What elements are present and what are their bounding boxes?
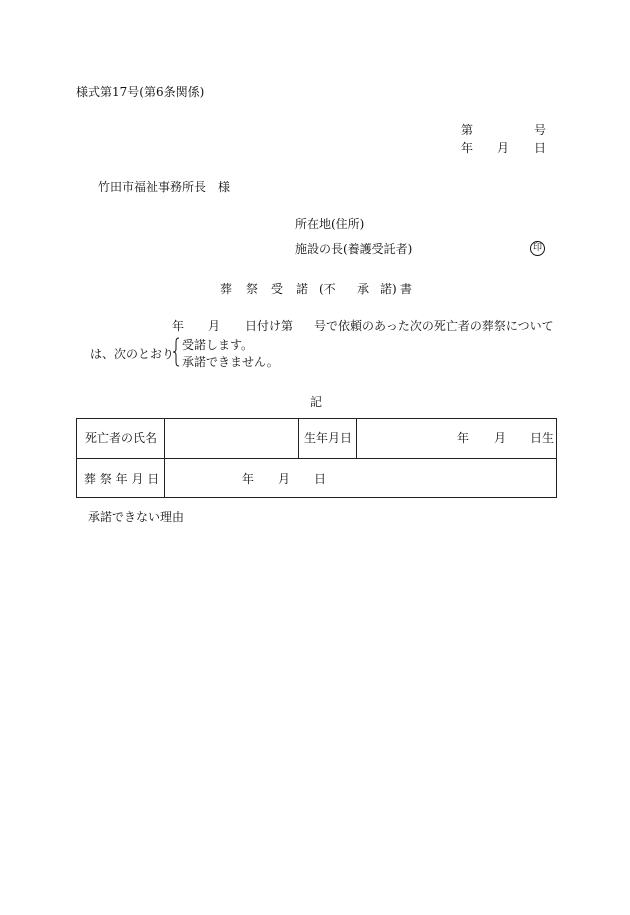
body-month-label: 月	[208, 319, 221, 333]
title-char: 諾	[296, 282, 309, 296]
ki-heading: 記	[310, 395, 323, 409]
funeral-day-label: 日	[314, 472, 327, 486]
deceased-name-label: 死亡者の氏名	[85, 431, 158, 445]
funeral-month-label: 月	[278, 472, 291, 486]
title-char: 書	[400, 282, 413, 296]
option-accept: 受諾します。	[182, 338, 254, 352]
curly-brace-icon	[172, 337, 180, 367]
date-year-label: 年	[461, 141, 474, 155]
date-month-label: 月	[497, 141, 510, 155]
addressee-honorific: 様	[218, 180, 231, 194]
birth-month-label: 月	[494, 431, 507, 445]
date-day-label: 日	[534, 141, 547, 155]
table-col-divider	[298, 419, 299, 458]
table-col-divider	[164, 458, 165, 498]
body-request-text: 号で依頼のあった次の死亡者の葬祭について	[314, 319, 554, 333]
body-year-label: 年	[172, 319, 185, 333]
birth-year-label: 年	[457, 431, 470, 445]
record-table	[76, 418, 557, 498]
seal-mark: 印	[530, 241, 545, 256]
birth-day-label: 日生	[530, 431, 555, 445]
location-label: 所在地(住所)	[295, 217, 365, 231]
form-number: 様式第17号(第6条関係)	[76, 85, 205, 99]
body-dated-label: 日付け第	[245, 319, 294, 333]
facility-head-label: 施設の長(養護受託者)	[295, 242, 413, 256]
reason-label: 承諾できない理由	[88, 510, 185, 524]
title-char: 承	[357, 282, 370, 296]
title-char: 祭	[246, 282, 259, 296]
birthdate-label: 生年月日	[304, 431, 353, 445]
table-col-divider	[356, 419, 357, 458]
table-row-divider	[77, 458, 556, 459]
funeral-year-label: 年	[242, 472, 255, 486]
table-col-divider	[164, 419, 165, 458]
document-number-prefix: 第	[461, 123, 474, 137]
addressee-name: 竹田市福祉事務所長	[98, 180, 207, 194]
title-char: 葬	[220, 282, 233, 296]
title-char: 受	[271, 282, 284, 296]
funeral-date-label: 葬 祭 年 月 日	[84, 472, 160, 486]
document-number-suffix: 号	[534, 123, 547, 137]
body-line2-prefix: は、次のとおり	[90, 347, 175, 361]
title-char: (不	[319, 282, 336, 296]
option-reject: 承諾できません。	[182, 355, 279, 369]
title-char: 諾)	[380, 282, 397, 296]
